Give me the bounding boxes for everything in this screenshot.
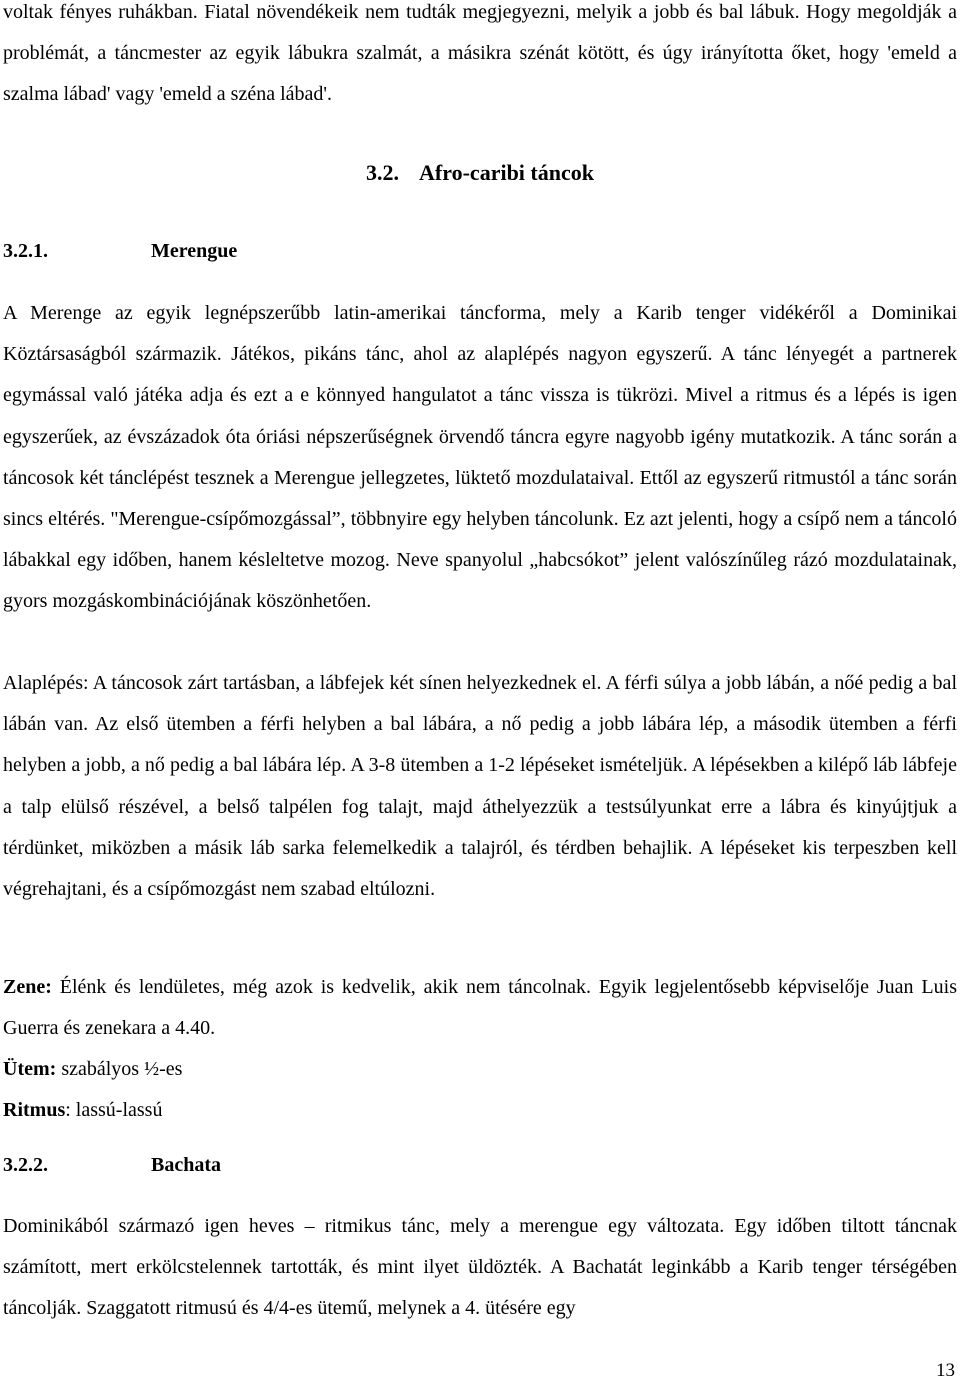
zene-text: Élénk és lendületes, még azok is kedvelik, akik nem táncolnak. Egyik legjelentősebb képviselője Juan Luis Guerra és zenekara a 4.40.: [3, 976, 957, 1040]
subsection-title: Bachata: [151, 1154, 221, 1176]
utem-line: [3, 1049, 957, 1090]
bachata-paragraph: Dominikából származó igen heves – ritmikus tánc, mely a merengue egy változata. Egy időben tiltott táncnak számított, mert erkölcstelennek tartották, és mint ilyet üldözték. A Bachatát leginkább a Karib tenger térségében táncolják. Szaggatott ritmusú és 4/4-es ütemű, melynek a 4. ütésére egy: [3, 1215, 957, 1320]
merengue-paragraph-2: Alaplépés: A táncosok zárt tartásban, a lábfejek két sínen helyezkednek el. A férfi súlya a jobb lábán, a nőé pedig a bal lábán van. Az első ütemben a férfi helyben a bal lábára, a nő pedig a jobb lábára lép, a második ütemben a férfi helyben a jobb, a nő pedig a bal lábára lép. A 3-8 ütemben a 1-2 lépéseket ismételjük. A lépésekben a kilépő láb lábfeje a talp elülső részével, a belső talpélen fog talajt, majd áthelyezzük a testsúlyunkat erre a lábra és kinyújtjuk a térdünket, miközben a másik láb sarka felemelkedik a talajról, és térdben behajlik. A lépéseket kis terpeszben kell végrehajtani, és a csípőmozgást nem szabad eltúlozni.: [3, 672, 957, 901]
page-number: 13: [936, 1360, 955, 1381]
ritmus-line: [3, 1090, 957, 1131]
subsection-number: 3.2.2.: [3, 1154, 48, 1176]
ritmus-text: : lassú-lassú: [65, 1099, 163, 1121]
ritmus-label: Ritmus: [3, 1099, 66, 1121]
section-title: Afro-caribi táncok: [419, 160, 594, 185]
section-heading: [3, 160, 957, 186]
utem-label: Ütem:: [3, 1058, 57, 1080]
zene-paragraph: [3, 967, 957, 1049]
merengue-paragraph-1: A Merenge az egyik legnépszerűbb latin-amerikai táncforma, mely a Karib tenger vidékéről a Dominikai Köztársaságból származik. Játékos, pikáns tánc, ahol az alaplépés nagyon egyszerű. A tánc lényegét a partnerek egymással való játéka adja és ezt a e könnyed hangulatot a tánc vissza is tükrözi. Mivel a ritmus és a lépés is igen egyszerűek, az évszázadok óta óriási népszerűségnek örvendő táncra egyre nagyobb igény mutatkozik. A tánc során a táncosok két tánclépést tesznek a Merengue jellegzetes, lüktető mozdulataival. Ettől az egyszerű ritmustól a tánc során sincs eltérés. "Merengue-csípőmozgással”, többnyire egy helyben táncolunk. Ez azt jelenti, hogy a csípő nem a táncoló lábakkal egy időben, hanem késleltetve mozog. Neve spanyolul „habcsókot” jelent valószínűleg rázó mozdulatainak, gyors mozgáskombinációjának köszönhetően.: [3, 302, 957, 613]
subsection-heading-merengue: [3, 240, 237, 263]
subsection-title: Merengue: [151, 240, 238, 262]
subsection-heading-bachata: [3, 1154, 221, 1177]
section-number: 3.2.: [366, 160, 400, 185]
zene-label: Zene:: [3, 976, 52, 998]
intro-paragraph: voltak fényes ruhákban. Fiatal növendékeik nem tudták megjegyezni, melyik a jobb és bal lábuk. Hogy megoldják a problémát, a táncmester az egyik lábukra szalmát, a másikra szénát kötött, és úgy irányította őket, hogy 'emeld a szalma lábad' vagy 'emeld a széna lábad'.: [3, 1, 957, 106]
utem-text: szabályos ½-es: [56, 1058, 183, 1080]
subsection-number: 3.2.1.: [3, 240, 48, 262]
